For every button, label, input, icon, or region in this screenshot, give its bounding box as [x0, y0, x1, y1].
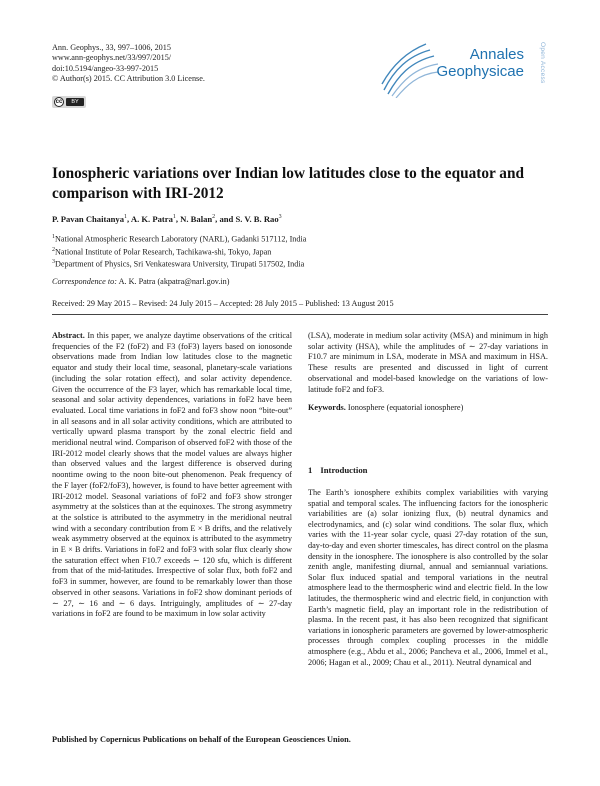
correspondence-label: Correspondence to:: [52, 277, 117, 286]
author-affiliation-mark: 3: [278, 214, 282, 221]
affiliation-item: $^1$National Atmospheric Research Laboratory (NARL), Gadanki 517112, India: [52, 234, 307, 244]
author-name: P. Pavan Chaitanya: [52, 214, 125, 224]
copyright-notice: © Author(s) 2015. CC Attribution 3.0 License.: [52, 74, 205, 84]
open-access-label: Open Access: [539, 42, 546, 84]
geophysics-swirl-icon: [380, 40, 440, 98]
publication-dates: Received: 29 May 2015 – Revised: 24 July 2015 – Accepted: 28 July 2015 – Published: 13 August 2015: [52, 299, 394, 308]
author-affiliation-mark: 2: [212, 214, 216, 221]
abstract-column-left: [52, 331, 292, 620]
abstract-paragraph: [52, 331, 292, 620]
author-affiliation-mark: 1: [124, 214, 128, 221]
section-heading: [308, 465, 368, 475]
cc-by-license-badge[interactable]: [52, 96, 86, 108]
author-list: P. Pavan Chaitanya$^1$, A. K. Patra$^1$, N. Balan$^2$, and S. V. B. Rao$^3$: [52, 214, 282, 224]
correspondence-contact[interactable]: A. K. Patra (akpatra@narl.gov.in): [118, 277, 230, 286]
article-title: Ionospheric variations over Indian low latitudes close to the equator and comparison with IRI-2012: [52, 165, 524, 202]
affiliation-list: [52, 232, 306, 270]
correspondence-line: [52, 277, 229, 286]
author-name: N. Balan: [180, 214, 213, 224]
article-doi[interactable]: doi:10.5194/angeo-33-997-2015: [52, 63, 159, 73]
affiliation-item: $^2$National Institute of Polar Research, Tachikawa-shi, Tokyo, Japan: [52, 246, 272, 257]
abstract-column-right: [308, 331, 548, 414]
by-icon: BY: [66, 98, 84, 106]
author-name: A. K. Patra: [130, 214, 173, 224]
section-number: 1: [308, 465, 313, 475]
abstract-continuation: (LSA), moderate in medium solar activity (MSA) and minimum in high solar activity (HSA), while the amplitudes of ∼ 27-day variations in F10.7 are minimum in LSA, moderate in MSA and maximum in HSA. These results are presented and discussed in light of current observational and model-based knowledge on the variations of low-latitude foF2 and foF3.: [308, 331, 548, 394]
journal-citation: Ann. Geophys., 33, 997–1006, 2015: [52, 43, 171, 52]
author-affiliation-mark: 1: [172, 214, 176, 221]
introduction-paragraph: The Earth’s ionosphere exhibits complex variabilities with varying spatial and temporal scales. The influencing factors for the ionospheric variabilities are (a) solar ionizing flux, (b) neutral dynamics and electrodynamics, and (c) solar wind conditions. The solar flux, which varies with the 11-year solar cycle, quasi 27-day rotation of the sun, day-to-day and even shorter timescales, has direct control on the plasma density in the ionosphere. The ionosphere is also controlled by the solar zenith angle, manifesting diurnal, annual and semiannual variations. Solar flux induced spatial and temporal variations in the neutral atmosphere lead to the thermospheric wind and electric field. In the low latitudes, the thermospheric wind and electric field, in conjunction with Earth’s magnetic field, play an important role in the redistribution of plasma. In the recent past, it has also been recognized that significant variations in ionospheric parameters are governed by lower-atmospheric processes through complex coupling processes in the middle atmosphere (e.g., Abdu et al., 2006; Pancheva et al., 2006, Immel et al., 2006; Hagan et al., 2009; Chau et al., 2011). Neutral dynamical and: [308, 488, 548, 667]
abstract-label: Abstract.: [52, 331, 85, 340]
introduction-text: [308, 488, 548, 668]
keywords-label: Keywords.: [308, 403, 346, 413]
journal-logo: [380, 40, 548, 100]
publisher-footer: Published by Copernicus Publications on behalf of the European Geosciences Union.: [52, 735, 351, 744]
keywords-text: Ionosphere (equatorial ionosphere): [347, 403, 464, 413]
journal-name-line2: Geophysicae: [436, 63, 524, 80]
article-url[interactable]: www.ann-geophys.net/33/997/2015/: [52, 53, 172, 63]
section-title: Introduction: [320, 465, 368, 475]
keywords-line: [308, 403, 548, 414]
affiliation-item: $^3$Department of Physics, Sri Venkateswara University, Tirupati 517502, India: [52, 259, 305, 270]
journal-name: [436, 46, 524, 80]
abstract-text: In this paper, we analyze daytime observations of the critical frequencies of the F2 (foF2) and F3 (foF3) layers based on ionosonde observations made from Indian low latitudes close to the magnetic equator and study their local time, seasonal, planetary-scale variations (including the solar rotation effect), and solar activity dependence. Given the occurrence of the F3 layer, which has remarkable local time, seasonal and solar activity dependences, variations in foF2 have been evaluated. Local time variations in foF2 and foF3 show noon “bite-out” in all seasons and in all solar activity conditions, which are attributed to vertically upward plasma transport by the zonal electric field and meridional neutral wind. Comparison of observed foF2 with those of the IRI-2012 model clearly shows that the model values are always higher than observed values and the largest difference is observed during noontime owing to the noon bite-out phenomenon. Peak frequency of the F layer (foF2/foF3), however, is found to have better agreement with IRI-2012 model. Seasonal variations of foF2 and foF3 show stronger asymmetry at the solstices than at the equinoxes. The strong asymmetry at the solstice is attributed to the asymmetry in the meridional neutral wind with a secondary contribution from E × B drifts, and the relatively weak asymmetry observed at the equinox is attributed to the asymmetry in E × B drifts. Variations in foF2 and foF3 with solar flux clearly show the saturation effect when F10.7 exceeds ∼ 120 sfu, which is different from that of the mid-latitudes. Irrespective of solar flux, both foF2 and foF3 in summer, however, are found to be remarkably lower than those observed in other seasons. Variations in foF2 show dominant periods of ∼ 27, ∼ 16 and ∼ 6 days. Intriguingly, amplitudes of ∼ 27-day variations in foF2 are found to be maximum in low solar activity: [52, 331, 292, 619]
citation-block: [52, 43, 205, 85]
cc-icon: cc: [55, 99, 63, 105]
author-name: S. V. B. Rao: [235, 214, 279, 224]
header-divider: [52, 314, 548, 315]
journal-name-line1: Annales: [469, 46, 524, 63]
